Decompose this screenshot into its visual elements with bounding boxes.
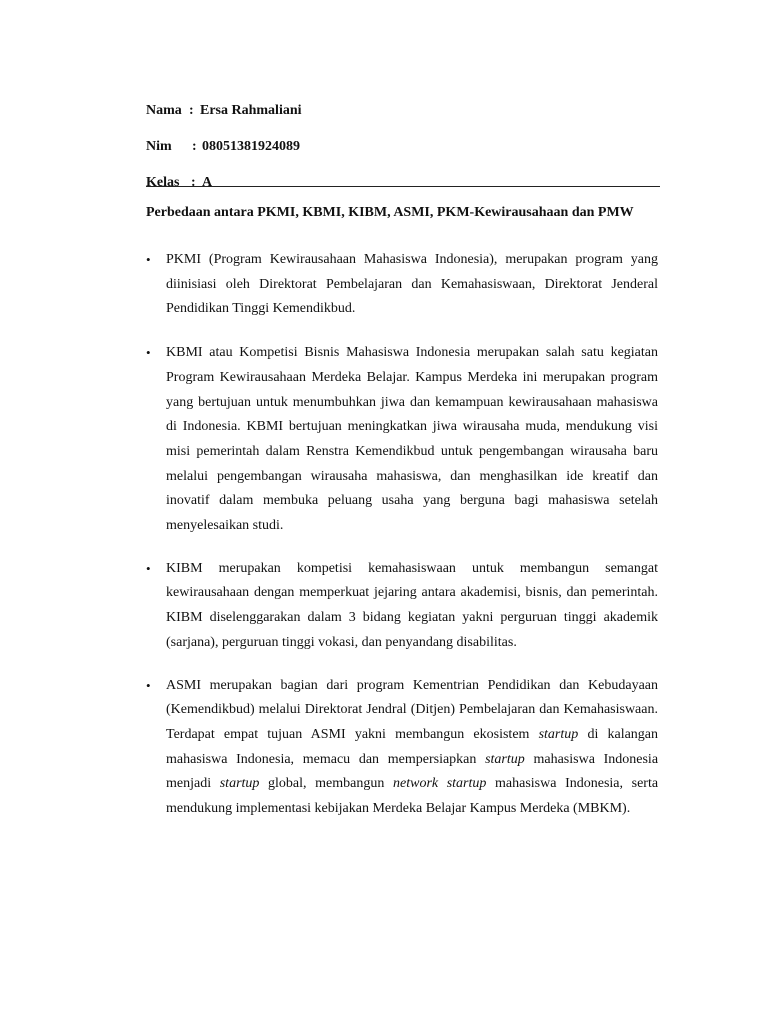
- list-item-kibm: [146, 557, 658, 656]
- nim-label: Nim: [146, 139, 172, 154]
- kelas-label: Kelas: [146, 175, 180, 190]
- nim-value: 08051381924089: [202, 139, 300, 154]
- kibm-text: KIBM merupakan kompetisi kemahasiswaan untuk membangun semangat kewirausahaan dengan memperkuat jejaring antara akademisi, bisnis, dan pemerintah. KIBM diselenggarakan dalam 3 bidang kegiatan yakni perguruan tinggi akademik (sarjana), perguruan tinggi vokasi, dan penyandang disabilitas.: [166, 560, 658, 650]
- asmi-text-3: mahasiswa Indonesia menjadi: [166, 751, 659, 792]
- comparison-list: [146, 248, 658, 822]
- nim-line: [146, 139, 660, 155]
- asmi-italic-startup-1: startup: [538, 726, 579, 742]
- nim-separator: :: [192, 139, 197, 154]
- asmi-italic-startup-2: startup: [485, 751, 525, 767]
- list-item-kbmi: [146, 341, 658, 539]
- asmi-italic-startup-3: startup: [219, 776, 260, 792]
- bullet-icon: •: [146, 560, 151, 576]
- bullet-icon: •: [146, 345, 151, 361]
- asmi-text-2: di kalangan mahasiswa Indonesia, memacu dan mempersiapkan: [166, 726, 659, 767]
- document-title: Perbedaan antara PKMI, KBMI, KIBM, ASMI, PKM-Kewirausahaan dan PMW: [146, 205, 634, 220]
- asmi-text-4: global, membangun: [268, 776, 385, 792]
- nama-label: Nama: [146, 103, 182, 118]
- student-info: [146, 103, 660, 211]
- asmi-italic-network-startup: network startup: [393, 776, 487, 792]
- bullet-icon: •: [146, 677, 151, 693]
- bullet-icon: •: [146, 252, 151, 267]
- kbmi-text: KBMI atau Kompetisi Bisnis Mahasiswa Indonesia merupakan salah satu kegiatan Program Kewirausahaan Merdeka Belajar. Kampus Merdeka ini merupakan program yang bertujuan untuk menumbuhkan jiwa dan kemampuan kewirausahaan mahasiswa di Indonesia. KBMI bertujuan meningkatkan jiwa wirausaha muda, mendukung visi misi pemerintah dalam Renstra Kemendikbud untuk pengembangan wirausaha baru melalui pengembangan wirausaha mahasiswa, dan menghasilkan ide kreatif dan inovatif dalam membuka peluang usaha yang berguna bagi mahasiswa setelah menyelesaikan studi.: [166, 345, 658, 534]
- kelas-line: [146, 175, 660, 191]
- asmi-text-5: mahasiswa Indonesia, serta mendukung implementasi kebijakan Merdeka Belajar Kampus Merdeka (MBKM).: [166, 776, 659, 817]
- header-divider: [146, 186, 660, 187]
- kelas-separator: :: [191, 175, 196, 190]
- list-item-pkmi: [146, 248, 658, 322]
- nama-value: Ersa Rahmaliani: [200, 103, 302, 118]
- pkmi-text: PKMI (Program Kewirausahaan Mahasiswa Indonesia), merupakan program yang diinisiasi oleh Direktorat Pembelajaran dan Kemahasiswaan, Direktorat Jenderal Pendidikan Tinggi Kemendikbud.: [166, 252, 658, 317]
- nama-separator: :: [189, 103, 194, 118]
- list-item-asmi: [146, 674, 658, 822]
- kelas-value: A: [202, 175, 213, 190]
- asmi-text-1: ASMI merupakan bagian dari program Kementrian Pendidikan dan Kebudayaan (Kemendikbud) melalui Direktorat Jendral (Ditjen) Pembelajaran dan Kemahasiswaan. Terdapat empat tujuan ASMI yakni membangun ekosistem: [166, 677, 658, 742]
- nama-line: [146, 103, 660, 119]
